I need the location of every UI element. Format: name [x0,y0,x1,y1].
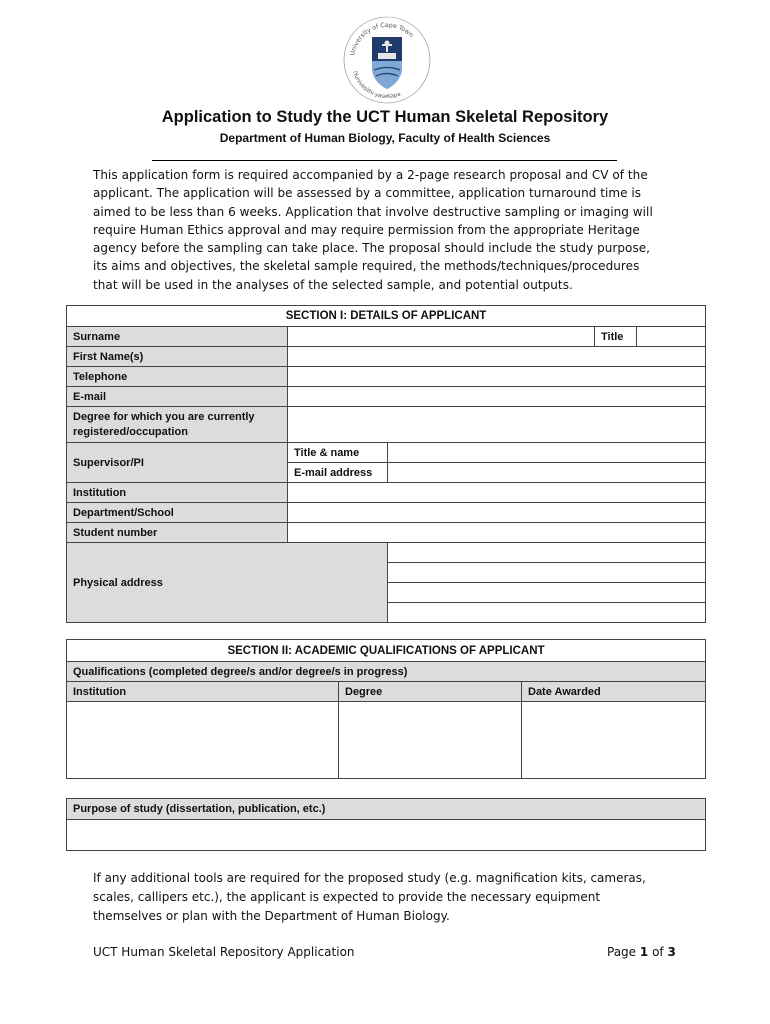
supervisor-title-name-field[interactable] [388,443,706,463]
note-line: If any additional tools are required for the proposed study (e.g. magnification kits, cameras, [93,871,646,885]
institution-field[interactable] [288,483,706,503]
email-field[interactable] [288,387,706,407]
purpose-label: Purpose of study (dissertation, publication, etc.) [67,799,706,820]
intro-line: require Human Ethics approval and may require permission from the appropriate Heritage [93,222,640,237]
column-header-degree: Degree [339,682,522,702]
title-label: Title [595,327,637,347]
surname-field[interactable] [288,327,595,347]
section1-heading: SECTION I: DETAILS OF APPLICANT [67,306,706,327]
title-field[interactable] [637,327,706,347]
purpose-field[interactable] [67,820,706,851]
degree-field[interactable] [288,407,706,443]
email-label: E-mail [67,387,288,407]
qualification-date-field[interactable] [522,702,706,779]
page-word: Page [607,945,637,959]
first-names-field[interactable] [288,347,706,367]
department-field[interactable] [288,503,706,523]
section2-table [66,639,706,779]
physical-address-line-2[interactable] [388,563,706,583]
student-number-field[interactable] [288,523,706,543]
column-header-institution: Institution [67,682,339,702]
page-current: 1 [639,945,649,959]
intro-line: This application form is required accompanied by a 2-page research proposal and CV of the [93,168,648,182]
footer-doc-name: UCT Human Skeletal Repository Application [93,945,355,959]
title-divider [152,160,617,161]
intro-line: agency before the sampling can take place. The proposal should include the study purpose, [93,241,651,256]
equipment-note [93,869,693,926]
intro-line: its aims and objectives, the skeletal sample required, the methods/techniques/procedures [93,259,640,274]
note-line: themselves or plan with the Department of Human Biology. [93,909,450,923]
physical-address-line-4[interactable] [388,603,706,623]
supervisor-email-field[interactable] [388,463,706,483]
seal-ring-text: University of Cape Town [349,21,415,57]
intro-line: that will be used in the analyses of the selected sample, and potential outputs. [93,277,573,292]
intro-line: applicant. The application will be assessed by a committee, application turnaround time is [93,186,642,201]
page-subtitle: Department of Human Biology, Faculty of Health Sciences [219,131,551,145]
intro-line: aimed to be less than 6 weeks. Application that involve destructive sampling or imaging will [93,204,653,219]
uct-logo [342,15,432,105]
department-label: Department/School [67,503,288,523]
page-total: 3 [667,945,676,959]
institution-label: Institution [67,483,288,503]
page-title: Application to Study the UCT Human Skeletal Repository [161,108,609,126]
supervisor-title-name-label: Title & name [288,443,388,463]
first-names-label: First Name(s) [67,347,288,367]
qualification-degree-field[interactable] [339,702,522,779]
note-line: scales, callipers etc.), the applicant is expected to provide the necessary equipment [93,890,601,904]
section2-heading: SECTION II: ACADEMIC QUALIFICATIONS OF APPLICANT [67,640,706,662]
degree-label: Degree for which you are currently registered/occupation [67,407,288,443]
intro-paragraph [93,166,683,294]
student-number-label: Student number [67,523,288,543]
page-number [607,945,676,959]
telephone-label: Telephone [67,367,288,387]
svg-text:iYunivesithi yaseKapa: iYunivesithi yaseKapa [351,70,402,101]
qualification-institution-field[interactable] [67,702,339,779]
physical-address-line-3[interactable] [388,583,706,603]
surname-label: Surname [67,327,288,347]
physical-address-label: Physical address [67,543,388,623]
physical-address-line-1[interactable] [388,543,706,563]
section1-table [66,305,706,623]
telephone-field[interactable] [288,367,706,387]
supervisor-label: Supervisor/PI [67,443,288,483]
supervisor-email-label: E-mail address [288,463,388,483]
column-header-date-awarded: Date Awarded [522,682,706,702]
of-word: of [652,945,664,959]
qualifications-subheading: Qualifications (completed degree/s and/or degree/s in progress) [67,662,706,682]
purpose-table [66,798,706,851]
